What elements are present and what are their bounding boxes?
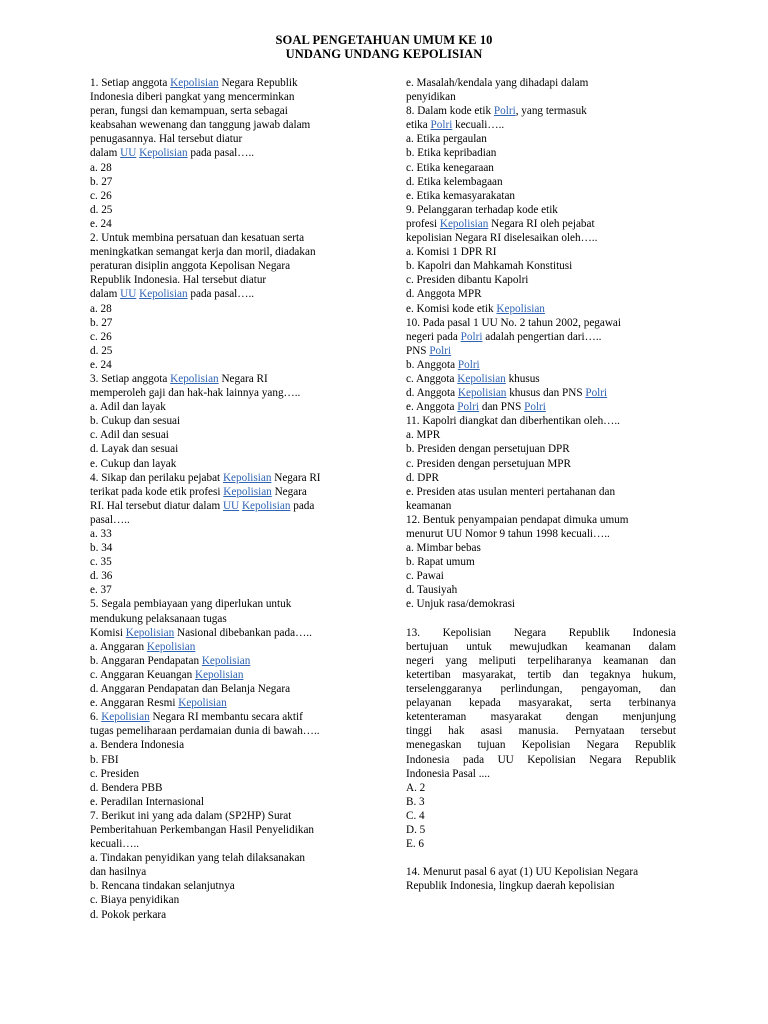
text-line [406,231,676,245]
text-segment: 11. Kapolri diangkat dan diberhentikan oleh….. [406,415,620,428]
text-line [406,146,676,160]
text-line [90,781,375,795]
text-segment: b. Presiden dengan persetujuan DPR [406,443,570,456]
keyword-link[interactable]: Kepolisian [457,372,506,385]
text-segment: e. 24 [90,217,112,230]
text-segment: b. Kapolri dan Mahkamah Konstitusi [406,260,573,273]
text-line [406,217,676,231]
text-segment: C. 4 [406,809,425,822]
text-line [90,76,375,90]
text-line [90,612,375,626]
text-segment: kecuali….. [452,119,505,132]
text-line [406,400,676,414]
text-line [406,724,676,738]
text-segment: E. 6 [406,838,425,851]
text-line [90,428,375,442]
text-segment: Nasional dibebankan pada….. [174,626,312,639]
text-line [406,640,676,654]
text-segment: Republik Indonesia, lingkup daerah kepolisian [406,880,615,893]
text-line [90,823,375,837]
text-segment: Negara [271,485,307,498]
text-segment: Negara RI [218,372,268,385]
text-segment: PNS [406,344,430,357]
keyword-link[interactable]: UU [120,288,137,301]
text-line [406,104,676,118]
text-segment: c. Presiden [90,767,140,780]
text-line [90,879,375,893]
text-segment: tugas pemeliharaan perdamaian dunia di bawah….. [90,725,320,738]
text-line [406,513,676,527]
keyword-link[interactable]: Kepolisian [201,654,251,667]
keyword-link[interactable]: Polri [585,387,608,400]
text-line [90,245,375,259]
text-line [406,781,676,795]
text-line [406,189,676,203]
text-line [406,316,676,330]
text-line [90,203,375,217]
text-segment: e. Anggaran Resmi [90,697,179,710]
text-line [406,358,676,372]
text-line [406,865,676,879]
text-line [90,583,375,597]
text-segment: peran, fungsi dan kemampuan, serta sebagai [90,105,288,118]
text-segment: pada pasal….. [187,147,255,160]
text-line [90,527,375,541]
text-segment: 4. Sikap dan perilaku pejabat [90,471,223,484]
text-segment: Indonesia pada UU Kepolisian Negara Republik [406,753,676,766]
text-line [406,118,676,132]
text-line [90,682,375,696]
text-line [406,132,676,146]
text-segment: d. 36 [90,570,113,583]
text-segment: Indonesia Pasal .... [406,767,490,780]
text-line [406,330,676,344]
text-segment: d. Layak dan sesuai [90,443,179,456]
keyword-link[interactable]: Kepolisian [439,217,489,230]
text-line [406,471,676,485]
right-column [406,76,676,893]
text-line [90,118,375,132]
text-segment: Pemberitahuan Perkembangan Hasil Penyelidikan [90,823,315,836]
text-line [90,259,375,273]
text-line [406,245,676,259]
left-column [90,76,375,922]
text-segment: khusus dan PNS [506,387,586,400]
text-segment: c. Anggota [406,372,458,385]
keyword-link[interactable]: Kepolisian [178,697,227,710]
text-segment: meningkatkan semangat kerja dan moril, diadakan [90,246,316,259]
keyword-link[interactable]: Kepolisian [195,668,244,681]
text-line [406,696,676,710]
text-segment: c. 35 [90,556,112,569]
text-segment: a. Anggaran [90,640,147,653]
text-segment: A. 2 [406,781,426,794]
text-segment: e. 37 [90,584,112,597]
keyword-link[interactable]: Kepolisian [496,302,545,315]
text-segment: d. 25 [90,344,113,357]
text-segment: 7. Berikut ini yang ada dalam (SP2HP) Surat [90,809,292,822]
keyword-link[interactable]: Kepolisian [457,387,507,400]
text-segment: e. Peradilan Internasional [90,795,205,808]
text-line [90,865,375,879]
text-segment: adalah pengertian dari….. [482,330,602,343]
text-segment: 14. Menurut pasal 6 ayat (1) UU Kepolisian Negara [406,866,639,879]
text-line [406,555,676,569]
text-line [406,344,676,358]
text-segment: c. 26 [90,330,112,343]
text-segment: a. 28 [90,161,112,174]
text-line [90,753,375,767]
keyword-link[interactable]: Polri [430,119,453,132]
text-line [90,485,375,499]
text-segment: c. Adil dan sesuai [90,429,169,442]
text-segment: negeri pada [406,330,461,343]
keyword-link[interactable]: UU [120,147,137,160]
blank-line [406,612,676,626]
text-line [406,428,676,442]
text-line [90,668,375,682]
text-segment: ketenteraman masyarakat dengan menjunjung [406,711,676,724]
text-line [406,541,676,555]
text-segment: d. Etika kelembagaan [406,175,503,188]
text-line [406,597,676,611]
text-line [90,471,375,485]
text-segment: memperoleh gaji dan hak-hak lainnya yang….. [90,387,301,400]
text-line [406,372,676,386]
text-segment: c. Etika kenegaraan [406,161,494,174]
text-line [90,640,375,654]
text-segment: b. Rencana tindakan selanjutnya [90,880,235,893]
text-line [406,654,676,668]
text-line [90,146,375,160]
keyword-link[interactable]: Kepolisian [146,640,196,653]
text-line [406,753,676,767]
text-segment: 9. Pelanggaran terhadap kode etik [406,203,558,216]
text-segment: 2. Untuk membina persatuan dan kesatuan serta [90,232,305,245]
text-line [90,555,375,569]
text-line [406,386,676,400]
text-segment: e. Masalah/kendala yang dihadapi dalam [406,77,589,89]
text-segment: 12. Bentuk penyampaian pendapat dimuka umum [406,513,629,526]
text-segment: B. 3 [406,795,425,808]
text-segment: a. 33 [90,528,112,540]
text-line [90,569,375,583]
text-line [90,597,375,611]
text-line [406,569,676,583]
text-segment: kecuali….. [90,838,140,851]
text-line [90,330,375,344]
text-segment: b. 34 [90,542,113,555]
text-segment: penugasannya. Hal tersebut diatur [90,133,243,146]
text-segment: 10. Pada pasal 1 UU No. 2 tahun 2002, pegawai [406,316,622,329]
text-segment: negeri yang meliputi terpeliharanya keamanan dan [406,654,676,667]
text-line [406,161,676,175]
keyword-link[interactable]: Polri [457,401,480,414]
text-segment: peraturan disiplin anggota Kepolisan Negara [90,260,291,273]
text-line [406,682,676,696]
text-line [90,851,375,865]
text-line [406,302,676,316]
text-segment: b. Anggaran Pendapatan [90,654,202,667]
text-line [90,767,375,781]
text-line [406,90,676,104]
text-line [406,414,676,428]
text-line [90,626,375,640]
text-segment: pasal….. [90,513,130,526]
text-line [406,203,676,217]
text-line [406,499,676,513]
text-segment: pelayanan kepada masyarakat, serta terbinanya [406,697,676,710]
text-line [90,273,375,287]
text-line [406,738,676,752]
text-segment: 6. [90,711,102,724]
text-segment: e. Presiden atas usulan menteri pertahanan dan [406,485,616,498]
text-segment: Negara RI [271,471,321,484]
document-subtitle: UNDANG UNDANG KEPOLISIAN [285,47,483,61]
text-segment: dan PNS [479,401,525,414]
keyword-link[interactable]: Kepolisian [139,147,188,160]
text-segment: e. Komisi kode etik [406,302,497,315]
keyword-link[interactable]: Kepolisian [223,485,272,498]
text-line [406,583,676,597]
text-segment: kepolisian Negara RI diselesaikan oleh….. [406,232,598,245]
keyword-link[interactable]: Polri [493,105,516,118]
text-segment: bertujuan untuk mewujudkan keamanan dalam [406,640,676,653]
text-segment: ketertiban masyarakat, tertib dan tegaknya hukum, [406,668,676,681]
text-line [90,738,375,752]
text-segment: dan hasilnya [90,866,147,879]
text-segment: 8. Dalam kode etik [406,105,494,118]
text-line [90,893,375,907]
text-segment: b. Rapat umum [406,556,475,569]
text-line [406,259,676,273]
text-segment: b. Anggota [406,358,458,371]
text-line [406,823,676,837]
text-segment: 3. Setiap anggota [90,372,171,385]
text-line [406,175,676,189]
text-line [90,541,375,555]
text-line [90,104,375,118]
keyword-link[interactable]: Kepolisian [222,471,272,484]
text-segment: khusus [505,372,540,385]
text-segment: d. Anggota [406,387,458,400]
text-segment: RI. Hal tersebut diatur dalam [90,499,223,512]
text-segment: d. Anggota MPR [406,288,482,301]
text-line [90,217,375,231]
text-segment: etika [406,119,431,132]
keyword-link[interactable]: Polri [429,344,452,357]
text-segment: tinggi hak asasi manusia. Pernyataan tersebut [406,725,676,738]
text-line [90,400,375,414]
text-line [90,90,375,104]
text-segment: c. Anggaran Keuangan [90,668,195,681]
text-line [90,386,375,400]
text-line [90,654,375,668]
text-segment: a. Mimbar bebas [406,542,481,555]
text-segment: a. Etika pergaulan [406,133,487,146]
text-segment: a. MPR [406,429,441,442]
text-segment: a. Komisi 1 DPR RI [406,246,497,259]
text-segment: a. Tindakan penyidikan yang telah dilaksanakan [90,852,305,865]
text-segment: keamanan [406,499,452,512]
text-segment: b. Cukup dan sesuai [90,415,181,428]
text-line [90,513,375,527]
text-segment: c. Biaya penyidikan [90,894,180,907]
text-segment: c. 26 [90,189,112,202]
text-segment: keabsahan wewenang dan tanggung jawab dalam [90,119,311,132]
text-line [406,626,676,640]
text-segment: Negara RI oleh pejabat [488,217,595,230]
text-segment: , yang termasuk [515,105,587,118]
text-line [406,527,676,541]
text-segment: pada pasal….. [187,288,255,301]
text-segment: d. Tausiyah [406,584,458,597]
text-line [90,358,375,372]
text-segment: dalam [90,288,121,301]
text-line [406,76,676,90]
text-segment: Indonesia diberi pangkat yang mencerminkan [90,91,295,104]
text-segment: Republik Indonesia. Hal tersebut diatur [90,274,267,287]
text-segment: Komisi [90,626,126,639]
text-segment: d. DPR [406,471,439,484]
text-line [406,485,676,499]
text-segment: b. 27 [90,175,113,188]
text-segment: dalam [90,147,121,160]
keyword-link[interactable]: Kepolisian [170,77,219,89]
keyword-link[interactable]: Polri [460,330,483,343]
text-line [90,710,375,724]
text-segment: e. Etika kemasyarakatan [406,189,516,202]
text-line [90,414,375,428]
text-segment: b. Etika kepribadian [406,147,497,160]
text-line [406,767,676,781]
text-segment: e. 24 [90,358,112,371]
text-line [90,499,375,513]
text-line [406,809,676,823]
text-line [406,710,676,724]
text-segment: D. 5 [406,823,426,836]
text-segment: d. 25 [90,203,113,216]
text-line [406,795,676,809]
blank-line [406,851,676,865]
text-line [406,442,676,456]
text-line [90,795,375,809]
text-line [90,908,375,922]
text-segment: terselenggaranya perlindungan, pengayoman, dan [406,683,676,696]
text-line [90,302,375,316]
text-segment: a. Bendera Indonesia [90,739,185,752]
text-line [90,372,375,386]
text-segment: d. Bendera PBB [90,781,163,794]
text-segment: mendukung pelaksanaan tugas [90,612,227,625]
text-segment: 1. Setiap anggota [90,77,171,89]
text-segment: 5. Segala pembiayaan yang diperlukan untuk [90,598,292,611]
text-segment: menurut UU Nomor 9 tahun 1998 kecuali….. [406,528,610,540]
keyword-link[interactable]: Polri [457,358,480,371]
text-segment: c. Pawai [406,570,444,583]
text-line [90,837,375,851]
text-line [90,442,375,456]
text-segment: pada [290,499,315,512]
text-line [90,175,375,189]
text-line [406,457,676,471]
text-line [90,287,375,301]
text-segment: a. 28 [90,302,112,315]
keyword-link[interactable]: UU [222,499,240,512]
text-segment: Negara RI membantu secara aktif [149,711,303,724]
text-segment: menegaskan tujuan Kepolisian Negara Republik [406,739,676,752]
text-line [406,273,676,287]
text-segment: d. Pokok perkara [90,908,167,921]
keyword-link[interactable]: Kepolisian [170,372,219,385]
document-title: SOAL PENGETAHUAN UMUM KE 10 [275,33,493,47]
text-line [90,809,375,823]
keyword-link[interactable]: Kepolisian [101,711,150,724]
text-line [406,287,676,301]
text-segment: Negara Republik [218,77,298,89]
keyword-link[interactable]: Polri [524,401,546,414]
text-segment: a. Adil dan layak [90,401,166,414]
text-line [90,724,375,738]
text-segment: profesi [406,217,440,230]
text-line [90,344,375,358]
text-line [90,132,375,146]
text-segment: penyidikan [406,91,456,104]
text-line [406,837,676,851]
keyword-link[interactable]: Kepolisian [139,288,188,301]
text-line [90,316,375,330]
text-segment: e. Unjuk rasa/demokrasi [406,598,516,611]
keyword-link[interactable]: Kepolisian [241,499,291,512]
keyword-link[interactable]: Kepolisian [125,626,175,639]
text-segment: b. FBI [90,753,119,766]
text-line [90,161,375,175]
text-segment: c. Presiden dibantu Kapolri [406,274,529,287]
text-segment: d. Anggaran Pendapatan dan Belanja Negara [90,683,291,696]
text-line [90,189,375,203]
text-line [90,231,375,245]
text-line [90,457,375,471]
text-line [406,668,676,682]
text-segment: b. 27 [90,316,113,329]
text-segment: c. Presiden dengan persetujuan MPR [406,457,571,470]
text-segment: 13. Kepolisian Negara Republik Indonesia [406,626,676,639]
text-line [90,696,375,710]
text-segment: e. Anggota [406,401,458,414]
text-segment: e. Cukup dan layak [90,457,177,470]
text-segment: terikat pada kode etik profesi [90,485,224,498]
text-line [406,879,676,893]
